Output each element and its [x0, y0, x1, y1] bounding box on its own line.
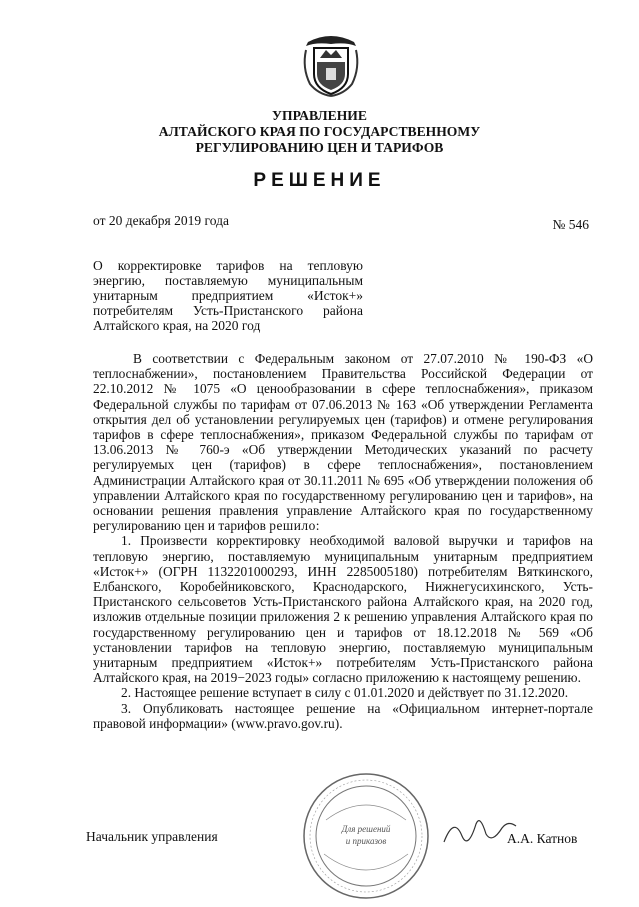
svg-text:и приказов: и приказов [345, 836, 387, 846]
document-date: от 20 декабря 2019 года [93, 213, 229, 228]
subject-line: потребителям Усть-Пристанского района [93, 303, 363, 318]
subject-line: О корректировке тарифов на тепловую [93, 258, 363, 273]
subject-line: унитарным предприятием «Исток+» [93, 288, 363, 303]
document-subject [93, 258, 363, 333]
decided-word: решило: [269, 518, 320, 534]
official-stamp-icon [300, 770, 432, 902]
document-body [93, 351, 593, 731]
document-type-title: РЕШЕНИЕ [253, 170, 386, 191]
org-name-line-2: АЛТАЙСКОГО КРАЯ ПО ГОСУДАРСТВЕННОМУ [158, 124, 481, 139]
subject-line: Алтайского края, на 2020 год [93, 318, 261, 333]
item-3-paragraph: 3. Опубликовать настоящее решение на «Официальном интернет-портале правовой информации» (www.pravo.gov.ru). [93, 700, 593, 731]
org-name-line-3: РЕГУЛИРОВАНИЮ ЦЕН И ТАРИФОВ [195, 140, 444, 155]
signatory-position: Начальник управления [86, 829, 218, 844]
subject-line: энергию, поставляемую муниципальным [93, 273, 363, 288]
preamble-text: В соответствии с Федеральным законом от 27.07.2010 № 190-ФЗ «О теплоснабжении», постановлением Правительства Российской Федерации от 22.10.2012 № 1075 «О ценообразовании в сфере теплоснабжения», приказом Федеральной службы по тарифам от 07.06.2013 № 163 «Об утверждении Регламента открытия дел об установлении регулируемых цен (тарифов) и отмене регулирования тарифов в сфере теплоснабжения», приказом Федеральной службы по тарифам от 13.06.2013 № 760-э «Об утверждении Методических указаний по расчету регулируемых цен (тарифов) в сфере теплоснабжения», постановлением Администрации Алтайского края от 30.11.2011 № 695 «Об утверждении положения об управлении Алтайского края по государственному регулированию цен и тарифов», на основании решения правления управление Алтайского края по государственному регулированию цен и тарифов [93, 351, 593, 534]
item-2-paragraph: 2. Настоящее решение вступает в силу с 01.01.2020 и действует по 31.12.2020. [121, 685, 569, 701]
preamble-paragraph [93, 351, 593, 533]
item-1-paragraph: 1. Произвести корректировку необходимой валовой выручки и тарифов на тепловую энергию, поставляемую муниципальным унитарным предприятием «Исток+» (ОГРН 1132201000293, ИНН 2285005180) потребителям Вяткинского, Елбанского, Коробейниковского, Краснодарского, Нижнегусихинского, Усть-Пристанского сельсоветов Усть-Пристанского района Алтайского края, на 2020 год, изложив отдельные позиции приложения 2 к решению управления Алтайского края по государственному регулированию цен и тарифов от 18.12.2018 № 569 «Об установлении тарифов на тепловую энергию, поставляемую муниципальным унитарным предприятием «Исток+» потребителям Усть-Пристанского района Алтайского края, на 2019−2023 годы» согласно приложению к настоящему решению. [93, 533, 593, 686]
org-name-line-1: УПРАВЛЕНИЕ [272, 108, 367, 123]
signatory-name: А.А. Катнов [507, 831, 578, 846]
document-number: № 546 [552, 217, 589, 232]
coat-of-arms-icon [300, 28, 362, 98]
svg-text:Для решений: Для решений [341, 824, 391, 834]
